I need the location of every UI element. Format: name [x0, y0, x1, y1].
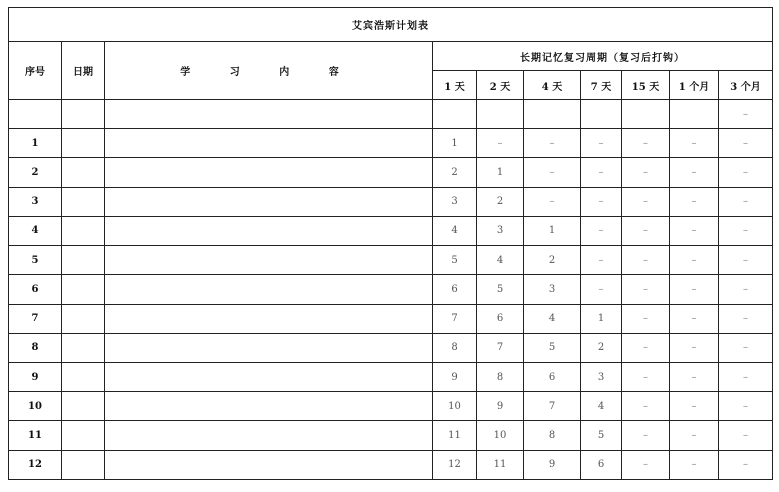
date-cell[interactable]	[62, 421, 105, 450]
review-cell[interactable]: –	[670, 392, 719, 421]
review-cell[interactable]: –	[719, 158, 773, 187]
review-cell[interactable]: –	[719, 450, 773, 479]
row-index: 11	[9, 421, 62, 450]
review-cell[interactable]: –	[581, 216, 622, 245]
review-cell[interactable]: 9	[477, 392, 524, 421]
date-cell[interactable]	[62, 275, 105, 304]
content-cell[interactable]	[105, 333, 433, 362]
review-cell[interactable]: –	[719, 275, 773, 304]
date-cell[interactable]	[62, 158, 105, 187]
review-day-header: 3 个月	[719, 71, 773, 100]
content-cell[interactable]	[105, 158, 433, 187]
review-cell[interactable]: 8	[433, 333, 477, 362]
review-cell[interactable]: 2	[477, 187, 524, 216]
review-cycle-header: 长期记忆复习周期（复习后打钩）	[433, 42, 773, 71]
review-cell[interactable]: –	[670, 129, 719, 158]
row-index: 10	[9, 392, 62, 421]
content-cell[interactable]	[105, 275, 433, 304]
review-cell[interactable]: –	[719, 216, 773, 245]
review-cell[interactable]: 2	[524, 246, 581, 275]
review-cell[interactable]: –	[719, 100, 773, 129]
review-cell[interactable]: 6	[477, 304, 524, 333]
review-cell[interactable]: –	[622, 275, 670, 304]
review-cell[interactable]: –	[477, 129, 524, 158]
review-cell[interactable]	[622, 100, 670, 129]
review-cell[interactable]: –	[581, 129, 622, 158]
review-cell[interactable]: 11	[477, 450, 524, 479]
table-row	[9, 275, 773, 304]
content-cell[interactable]	[105, 392, 433, 421]
review-cell[interactable]: –	[622, 392, 670, 421]
date-cell[interactable]	[62, 450, 105, 479]
review-cell[interactable]: –	[719, 421, 773, 450]
page-title: 艾宾浩斯计划表	[9, 8, 773, 42]
date-cell[interactable]	[62, 216, 105, 245]
review-cell[interactable]: 11	[433, 421, 477, 450]
review-cell[interactable]: –	[622, 158, 670, 187]
review-cell[interactable]: 3	[477, 216, 524, 245]
review-cell[interactable]: –	[622, 187, 670, 216]
review-cell[interactable]: –	[622, 216, 670, 245]
review-cell[interactable]: –	[622, 129, 670, 158]
content-header: 学 习 内 容	[105, 42, 433, 100]
table-row	[9, 187, 773, 216]
review-cell[interactable]: –	[719, 392, 773, 421]
review-cell[interactable]: 3	[524, 275, 581, 304]
date-cell[interactable]	[62, 129, 105, 158]
review-cell[interactable]: –	[524, 158, 581, 187]
row-index: 8	[9, 333, 62, 362]
review-cell[interactable]: –	[670, 304, 719, 333]
table-row	[9, 246, 773, 275]
review-cell[interactable]: –	[719, 187, 773, 216]
review-cell[interactable]: 12	[433, 450, 477, 479]
review-cell[interactable]	[581, 100, 622, 129]
review-cell[interactable]	[477, 100, 524, 129]
review-cell[interactable]: 7	[477, 333, 524, 362]
date-cell[interactable]	[62, 187, 105, 216]
review-cell[interactable]: –	[622, 333, 670, 362]
row-index: 1	[9, 129, 62, 158]
review-day-header: 1 天	[433, 71, 477, 100]
review-cell[interactable]: 4	[433, 216, 477, 245]
review-cell[interactable]: 10	[477, 421, 524, 450]
review-cell[interactable]: 6	[433, 275, 477, 304]
content-cell[interactable]	[105, 246, 433, 275]
review-cell[interactable]: 4	[581, 392, 622, 421]
review-cell[interactable]: –	[670, 333, 719, 362]
review-day-header: 15 天	[622, 71, 670, 100]
row-index: 3	[9, 187, 62, 216]
content-cell[interactable]	[105, 421, 433, 450]
review-cell[interactable]: –	[670, 275, 719, 304]
review-day-header: 7 天	[581, 71, 622, 100]
content-cell[interactable]	[105, 129, 433, 158]
date-cell[interactable]	[62, 100, 105, 129]
review-day-header: 2 天	[477, 71, 524, 100]
review-cell[interactable]	[670, 100, 719, 129]
date-header: 日期	[62, 42, 105, 100]
review-cell[interactable]: –	[719, 304, 773, 333]
table-row	[9, 158, 773, 187]
review-cell[interactable]: 1	[433, 129, 477, 158]
plan-table-body	[9, 100, 773, 480]
review-cell[interactable]: 5	[581, 421, 622, 450]
review-cell[interactable]: 5	[433, 246, 477, 275]
date-cell[interactable]	[62, 362, 105, 391]
review-cell[interactable]: –	[670, 362, 719, 391]
row-index: 12	[9, 450, 62, 479]
review-cell[interactable]: –	[719, 333, 773, 362]
review-cell[interactable]: 1	[524, 216, 581, 245]
ebbinghaus-plan-table	[8, 7, 773, 480]
review-cell[interactable]: 4	[524, 304, 581, 333]
review-cell[interactable]: 5	[477, 275, 524, 304]
row-index	[9, 100, 62, 129]
review-cell[interactable]: –	[622, 246, 670, 275]
review-cell[interactable]: –	[524, 129, 581, 158]
row-index: 4	[9, 216, 62, 245]
content-cell[interactable]	[105, 450, 433, 479]
row-index: 5	[9, 246, 62, 275]
table-row	[9, 129, 773, 158]
review-cell[interactable]: 8	[477, 362, 524, 391]
table-row	[9, 100, 773, 129]
row-index: 9	[9, 362, 62, 391]
content-cell[interactable]	[105, 362, 433, 391]
review-cell[interactable]: –	[581, 158, 622, 187]
date-cell[interactable]	[62, 304, 105, 333]
review-cell[interactable]: –	[719, 129, 773, 158]
review-cell[interactable]: –	[622, 421, 670, 450]
review-cell[interactable]: 7	[433, 304, 477, 333]
content-cell[interactable]	[105, 100, 433, 129]
review-cell[interactable]: –	[622, 304, 670, 333]
review-cell[interactable]: 10	[433, 392, 477, 421]
review-cell[interactable]: –	[670, 187, 719, 216]
review-cell[interactable]: 3	[581, 362, 622, 391]
table-row	[9, 333, 773, 362]
review-cell[interactable]	[433, 100, 477, 129]
review-cell[interactable]: –	[581, 246, 622, 275]
date-cell[interactable]	[62, 392, 105, 421]
review-cell[interactable]: –	[622, 362, 670, 391]
review-cell[interactable]: 3	[433, 187, 477, 216]
review-cell[interactable]: –	[581, 187, 622, 216]
date-cell[interactable]	[62, 246, 105, 275]
review-cell[interactable]: 7	[524, 392, 581, 421]
table-row	[9, 362, 773, 391]
review-cell[interactable]: 4	[477, 246, 524, 275]
review-cell[interactable]: –	[524, 187, 581, 216]
review-cell[interactable]: 1	[477, 158, 524, 187]
review-cell[interactable]: –	[670, 216, 719, 245]
table-row	[9, 421, 773, 450]
table-row	[9, 392, 773, 421]
content-cell[interactable]	[105, 304, 433, 333]
review-cell[interactable]: –	[670, 421, 719, 450]
row-index: 6	[9, 275, 62, 304]
review-day-header: 1 个月	[670, 71, 719, 100]
review-cell[interactable]: –	[719, 362, 773, 391]
review-cell[interactable]: –	[622, 450, 670, 479]
date-cell[interactable]	[62, 333, 105, 362]
review-cell[interactable]: –	[670, 450, 719, 479]
row-index: 7	[9, 304, 62, 333]
row-index: 2	[9, 158, 62, 187]
review-cell[interactable]: 2	[433, 158, 477, 187]
index-header: 序号	[9, 42, 62, 100]
table-row	[9, 216, 773, 245]
review-cell[interactable]: 6	[524, 362, 581, 391]
review-cell[interactable]: 5	[524, 333, 581, 362]
review-cell[interactable]: 1	[581, 304, 622, 333]
table-row	[9, 450, 773, 479]
review-cell[interactable]: 6	[581, 450, 622, 479]
content-cell[interactable]	[105, 187, 433, 216]
review-day-header: 4 天	[524, 71, 581, 100]
review-cell[interactable]: 9	[433, 362, 477, 391]
review-cell[interactable]: 9	[524, 450, 581, 479]
content-cell[interactable]	[105, 216, 433, 245]
review-cell[interactable]: –	[670, 158, 719, 187]
review-cell[interactable]: 8	[524, 421, 581, 450]
table-row	[9, 304, 773, 333]
review-cell[interactable]: 2	[581, 333, 622, 362]
review-cell[interactable]: –	[719, 246, 773, 275]
review-cell[interactable]: –	[581, 275, 622, 304]
review-cell[interactable]	[524, 100, 581, 129]
review-cell[interactable]: –	[670, 246, 719, 275]
